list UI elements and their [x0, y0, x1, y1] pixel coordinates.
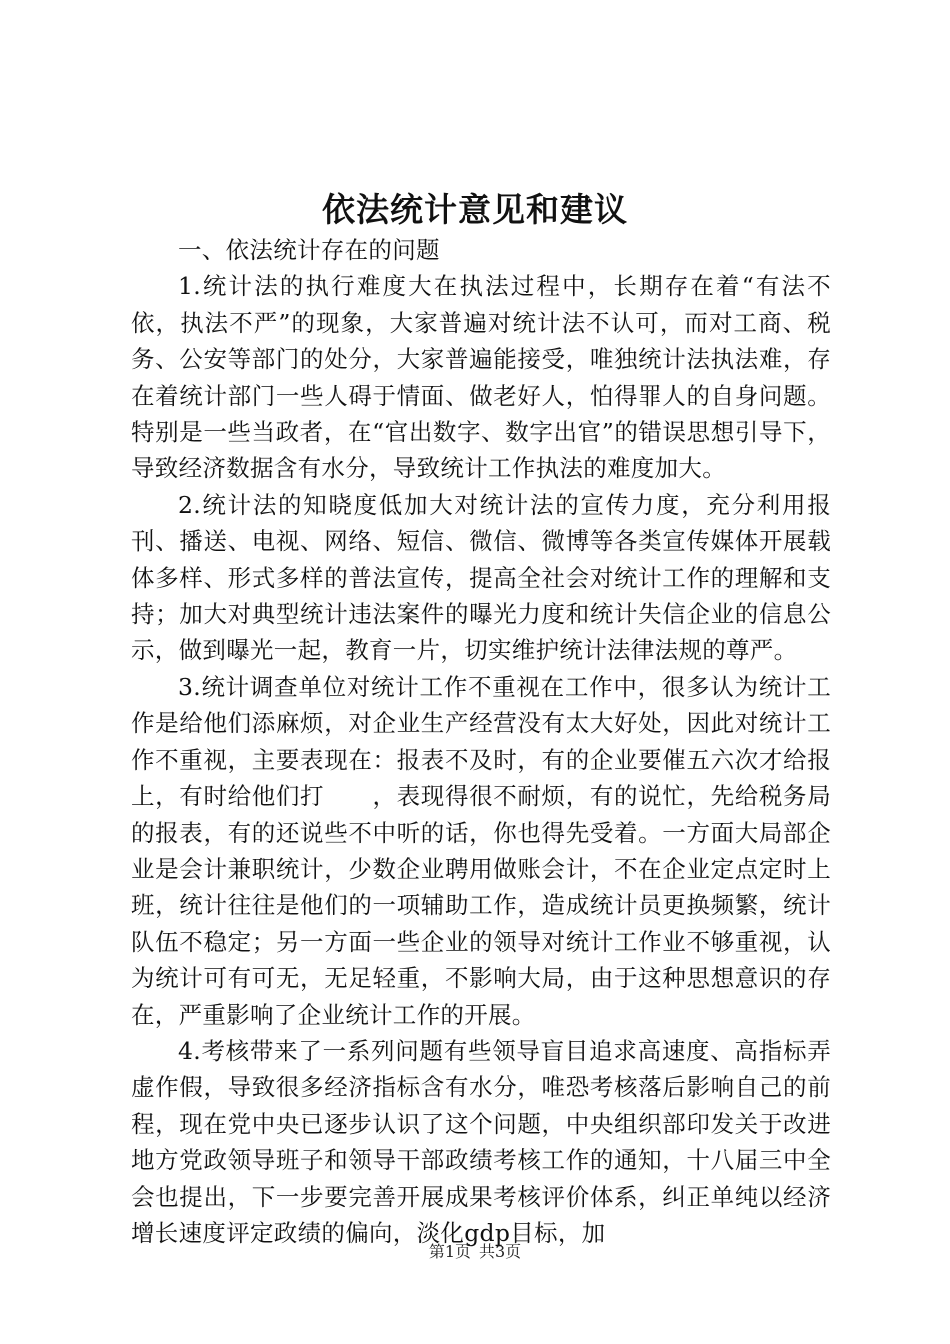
page-footer [0, 1242, 950, 1262]
page-number: 第1页 [428, 1242, 471, 1261]
section-heading: 一、依法统计存在的问题 [178, 236, 440, 264]
paragraph-1: 1.统计法的执行难度大在执法过程中，长期存在着“有法不依，执法不严”的现象，大家普遍对统计法不认可，而对工商、税务、公安等部门的处分，大家普遍能接受，唯独统计法执法难，存在着统计部门一些人碍于情面、做老好人，怕得罪人的自身问题。特别是一些当政者，在“官出数字、数字出官”的错误思想引导下，导致经济数据含有水分，导致统计工作执法的难度加大。 [131, 272, 831, 483]
document-body [131, 232, 831, 1251]
paragraph-3: 3.统计调查单位对统计工作不重视在工作中，很多认为统计工作是给他们添麻烦，对企业生产经营没有太大好处，因此对统计工作不重视，主要表现在：报表不及时，有的企业要催五六次才给报上，有时给他们打 ，表现得很不耐烦，有的说忙，先给税务局的报表，有的还说些不中听的话，你也得先受着。一方面大局部企业是会计兼职统计，少数企业聘用做账会计，不在企业定点定时上班，统计往往是他们的一项辅助工作，造成统计员更换频繁，统计队伍不稳定；另一方面一些企业的领导对统计工作业不够重视，认为统计可有可无，无足轻重，不影响大局，由于这种思想意识的存在，严重影响了企业统计工作的开展。 [131, 672, 831, 1029]
document-title: 依法统计意见和建议 [322, 190, 628, 229]
page-total: 共3页 [479, 1242, 522, 1261]
paragraph-2: 2.统计法的知晓度低加大对统计法的宣传力度，充分利用报刊、播送、电视、网络、短信、微信、微博等各类宣传媒体开展载体多样、形式多样的普法宣传，提高全社会对统计工作的理解和支持；加大对典型统计违法案件的曝光力度和统计失信企业的信息公示，做到曝光一起，教育一片，切实维护统计法律法规的尊严。 [131, 490, 831, 665]
paragraph-4: 4.考核带来了一系列问题有些领导盲目追求高速度、高指标弄虚作假，导致很多经济指标含有水分，唯恐考核落后影响自己的前程，现在党中央已逐步认识了这个问题，中央组织部印发关于改进地方党政领导班子和领导干部政绩考核工作的通知，十八届三中全会也提出，下一步要完善开展成果考核评价体系，纠正单纯以经济增长速度评定政绩的偏向，淡化gdp目标，加 [131, 1036, 831, 1247]
